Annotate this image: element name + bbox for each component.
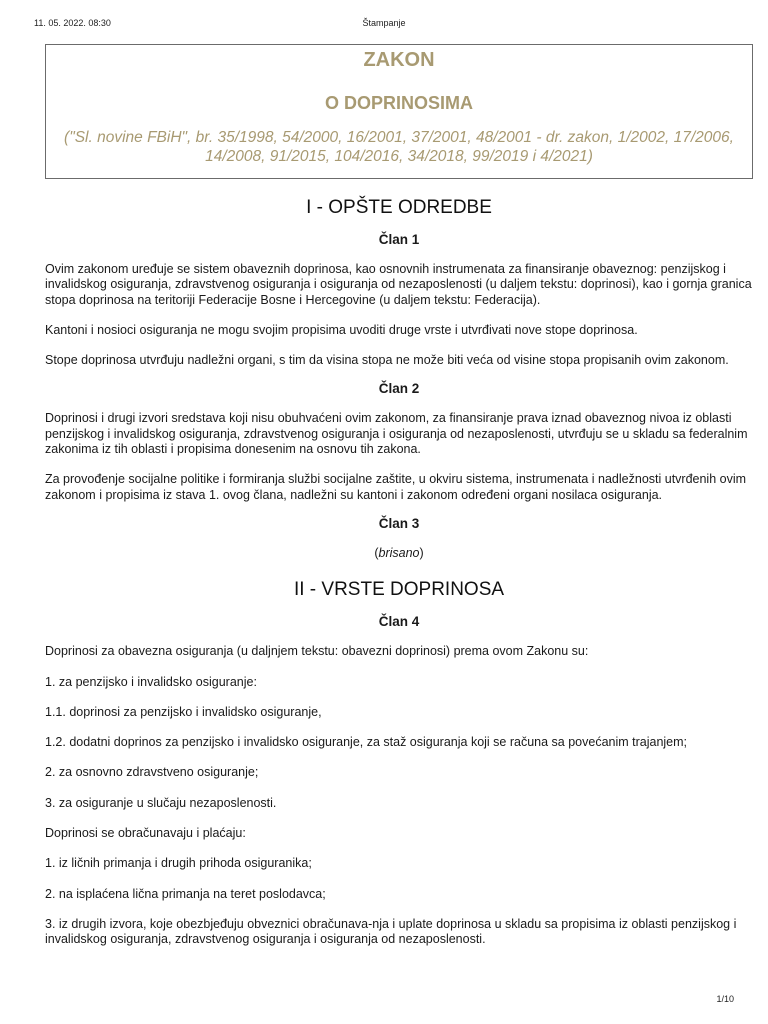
article-heading: Član 4	[378, 614, 420, 630]
paragraph: Doprinosi za obavezna osiguranja (u daljnjem tekstu: obavezni doprinosi) prema ovom Zakonu su:	[45, 644, 589, 659]
deleted-label: brisano	[378, 545, 420, 560]
article-heading: Član 2	[378, 381, 420, 397]
list-item: 1.1. doprinosi za penzijsko i invalidsko osiguranje,	[45, 704, 322, 719]
list-item: 2. za osnovno zdravstveno osiguranje;	[45, 765, 259, 780]
print-header	[0, 18, 768, 30]
list-item: 3. iz drugih izvora, koje obezbjeđuju obveznici obračunava-nja i uplate doprinosa u skladu sa propisima iz oblasti penzijskog i invalidskog osiguranja, zdravstvenog osiguranja i osiguranja od nezaposlenosti.	[45, 916, 737, 947]
article-heading: Član 3	[378, 515, 420, 531]
gazette-reference: ("Sl. novine FBiH", br. 35/1998, 54/2000, 16/2001, 37/2001, 48/2001 - dr. zakon, 1/2002, 17/2006, 14/2008, 91/2015, 104/2016, 34/2018, 99/2019 i 4/2021)	[64, 129, 734, 165]
print-datetime: 11. 05. 2022. 08:30	[34, 18, 111, 28]
article-heading: Član 1	[378, 232, 420, 247]
list-item: 3. za osiguranje u slučaju nezaposlenosti.	[45, 795, 277, 810]
list-item: 1. iz ličnih primanja i drugih prihoda osiguranika;	[45, 856, 312, 871]
law-subtitle: O DOPRINOSIMA	[324, 93, 473, 113]
document-content	[45, 44, 753, 948]
deleted-open-paren: (	[374, 545, 379, 560]
law-title-box	[45, 44, 753, 179]
section-heading: I - OPŠTE ODREDBE	[306, 197, 492, 218]
law-title: ZAKON	[363, 49, 435, 71]
list-item: 1.2. dodatni doprinos za penzijsko i invalidsko osiguranje, za staž osiguranja koji se računa sa povećanim trajanjem;	[45, 735, 688, 750]
list-item: 2. na isplaćena lična primanja na teret poslodavca;	[45, 886, 326, 901]
paragraph: Stope doprinosa utvrđuju nadležni organi, s tim da visina stopa ne može biti veća od visine stopa propisanih ovim zakonom.	[45, 353, 729, 368]
paragraph: Ovim zakonom uređuje se sistem obaveznih doprinosa, kao osnovnih instrumenata za finansiranje obaveznog: penzijskog i invalidskog osiguranja, zdravstvenog osiguranja i osiguranja od nezaposlenosti (u daljem tekstu: doprinosi), kao i gornja granica stopa doprinosa na teritoriji Federacije Bosne i Hercegovine (u daljem tekstu: Federacija).	[45, 262, 752, 307]
print-title: Štampanje	[362, 18, 406, 28]
deleted-article-note	[45, 546, 753, 561]
paragraph: Za provođenje socijalne politike i formiranja službi socijalne zaštite, u okviru sistema, instrumenata i nadležnosti utvrđenih ovim zakonom i propisima iz stava 1. ovog člana, nadležni su kantoni i zakonom određeni organi nosilaca osiguranja.	[45, 472, 747, 502]
deleted-close-paren: )	[419, 545, 424, 560]
page-number: 1/10	[716, 994, 734, 1004]
paragraph: Doprinosi i drugi izvori sredstava koji nisu obuhvaćeni ovim zakonom, za finansiranje prava iznad obaveznog nivoa iz oblasti penzijskog i invalidskog osiguranja, zdravstvenog osiguranja i osiguranja od nezaposlenosti, utvrđuju se u skladu sa federalnim zakonima iz tih oblasti i propisima donesenim na osnovu tih zakona.	[45, 411, 748, 457]
list-item: 1. za penzijsko i invalidsko osiguranje:	[45, 674, 257, 689]
section-heading: II - VRSTE DOPRINOSA	[293, 579, 505, 601]
paragraph: Kantoni i nosioci osiguranja ne mogu svojim propisima uvoditi druge vrste i utvrđivati nove stope doprinosa.	[45, 322, 638, 337]
paragraph: Doprinosi se obračunavaju i plaćaju:	[45, 826, 246, 841]
